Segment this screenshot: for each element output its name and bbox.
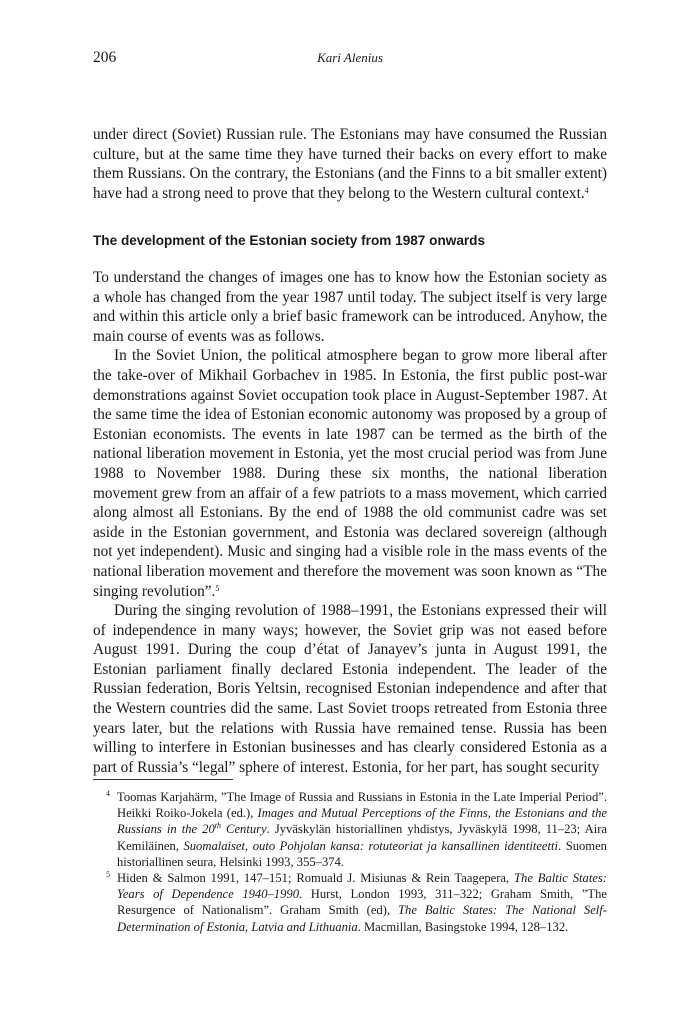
footnote-ref-4[interactable]: 4 xyxy=(584,185,589,195)
running-head: Kari Alenius xyxy=(317,50,383,65)
footnote-number: 5 xyxy=(106,870,110,880)
section-body xyxy=(93,268,607,777)
footnotes xyxy=(93,789,607,935)
footnote-5 xyxy=(93,870,607,935)
footnote-text: . Macmillan, Basingstoke 1994, 128–132. xyxy=(357,919,569,934)
page-number: 206 xyxy=(93,49,117,66)
footnote-number: 4 xyxy=(106,789,110,798)
footnote-title: The Baltic States: The National Self-Determination of Estonia, Latvia and Lithuania xyxy=(117,903,607,934)
section-heading: The development of the Estonian society from 1987 onwards xyxy=(93,233,486,248)
footnote-text: . Jyväskylän historiallinen yhdistys, Jyväskylä 1998, 11–23; Aira Kemiläinen, xyxy=(117,822,607,853)
intro-text: under direct (Soviet) Russian rule. The Estonians may have consumed the Russian culture, but at the same time they have turned their backs on every effort to make them Russians. On the contrary, the Estonians (and the Finns to a bit smaller extent) have had a strong need to prove that they belong to the Western cultural context. xyxy=(93,126,607,202)
paragraph-2-text: In the Soviet Union, the political atmosphere began to grow more liberal after the take-over of Mikhail Gorbachev in 1985. In Estonia, the first public post-war demonstrations against Soviet occupation took place in August-September 1987. At the same time the idea of Estonian economic autonomy was proposed by a group of Estonian economists. The events in late 1987 can be termed as the birth of the national liberation movement in Estonia, yet the most crucial period was from June 1988 to November 1988. During these six months, the national liberation movement grew from an affair of a few patriots to a mass movement, which carried along almost all Estonians. By the end of 1988 the old communist cadre was set aside in the Estonian government, and Estonia was declared sovereign (although not yet independent). Music and singing had a visible role in the mass events of the national liberation movement and therefore the movement was soon known as “The singing revolution”. xyxy=(93,347,607,600)
footnote-superscript: th xyxy=(214,821,221,831)
footnote-title: The Baltic States: Years of Dependence 1940–1990 xyxy=(117,871,608,902)
footnote-text: Toomas Karjahärm, ”The Image of Russia and Russians in Estonia in the Late Imperial Period”. Heikki Roiko-Jokela (ed.), xyxy=(117,790,607,821)
paragraph-3: During the singing revolution of 1988–1991, the Estonians expressed their will of independence in many ways; however, the Soviet grip was not eased before August 1991. During the coup d’état of Janayev’s junta in August 1991, the Estonian parliament finally declared Estonia independent. The leader of the Russian federation, Boris Yeltsin, recognised Estonian independence and after that the Western countries did the same. Last Soviet troops retreated from Estonia three years later, but the relations with Russia have remained tense. Russia has been willing to interfere in Estonian businesses and has clearly considered Estonia as a part of Russia’s “legal” sphere of interest. Estonia, for her part, has sought security xyxy=(93,602,607,776)
footnote-ref-5[interactable]: 5 xyxy=(215,583,220,593)
intro-paragraph xyxy=(93,125,607,203)
footnote-4 xyxy=(93,789,607,870)
footnote-text: Hiden & Salmon 1991, 147–151; Romuald J. Misiunas & Rein Taagepera, xyxy=(117,871,515,886)
paragraph-2 xyxy=(93,346,607,601)
paragraph-1: To understand the changes of images one has to know how the Estonian society as a whole has changed from the year 1987 until today. The subject itself is very large and within this article only a brief basic framework can be introduced. Anyhow, the main course of events was as follows. xyxy=(93,269,607,345)
footnote-title: Images and Mutual Perceptions of the Finns, the Estonians and the Russians in the 20 xyxy=(117,806,608,837)
footnote-title: Suomalaiset, outo Pohjolan kansa: rotuteoriat ja kansallinen identiteetti xyxy=(183,838,558,853)
footnote-text: . Hurst, London 1993, 311–322; Graham Smith, ”The Resurgence of Nationalism”. Graham Smith (ed), xyxy=(117,887,607,918)
footnote-divider xyxy=(93,779,233,780)
footnote-title-end: Century xyxy=(220,822,267,837)
footnote-text: . Suomen historiallinen seura, Helsinki 1993, 355–374. xyxy=(117,838,607,869)
